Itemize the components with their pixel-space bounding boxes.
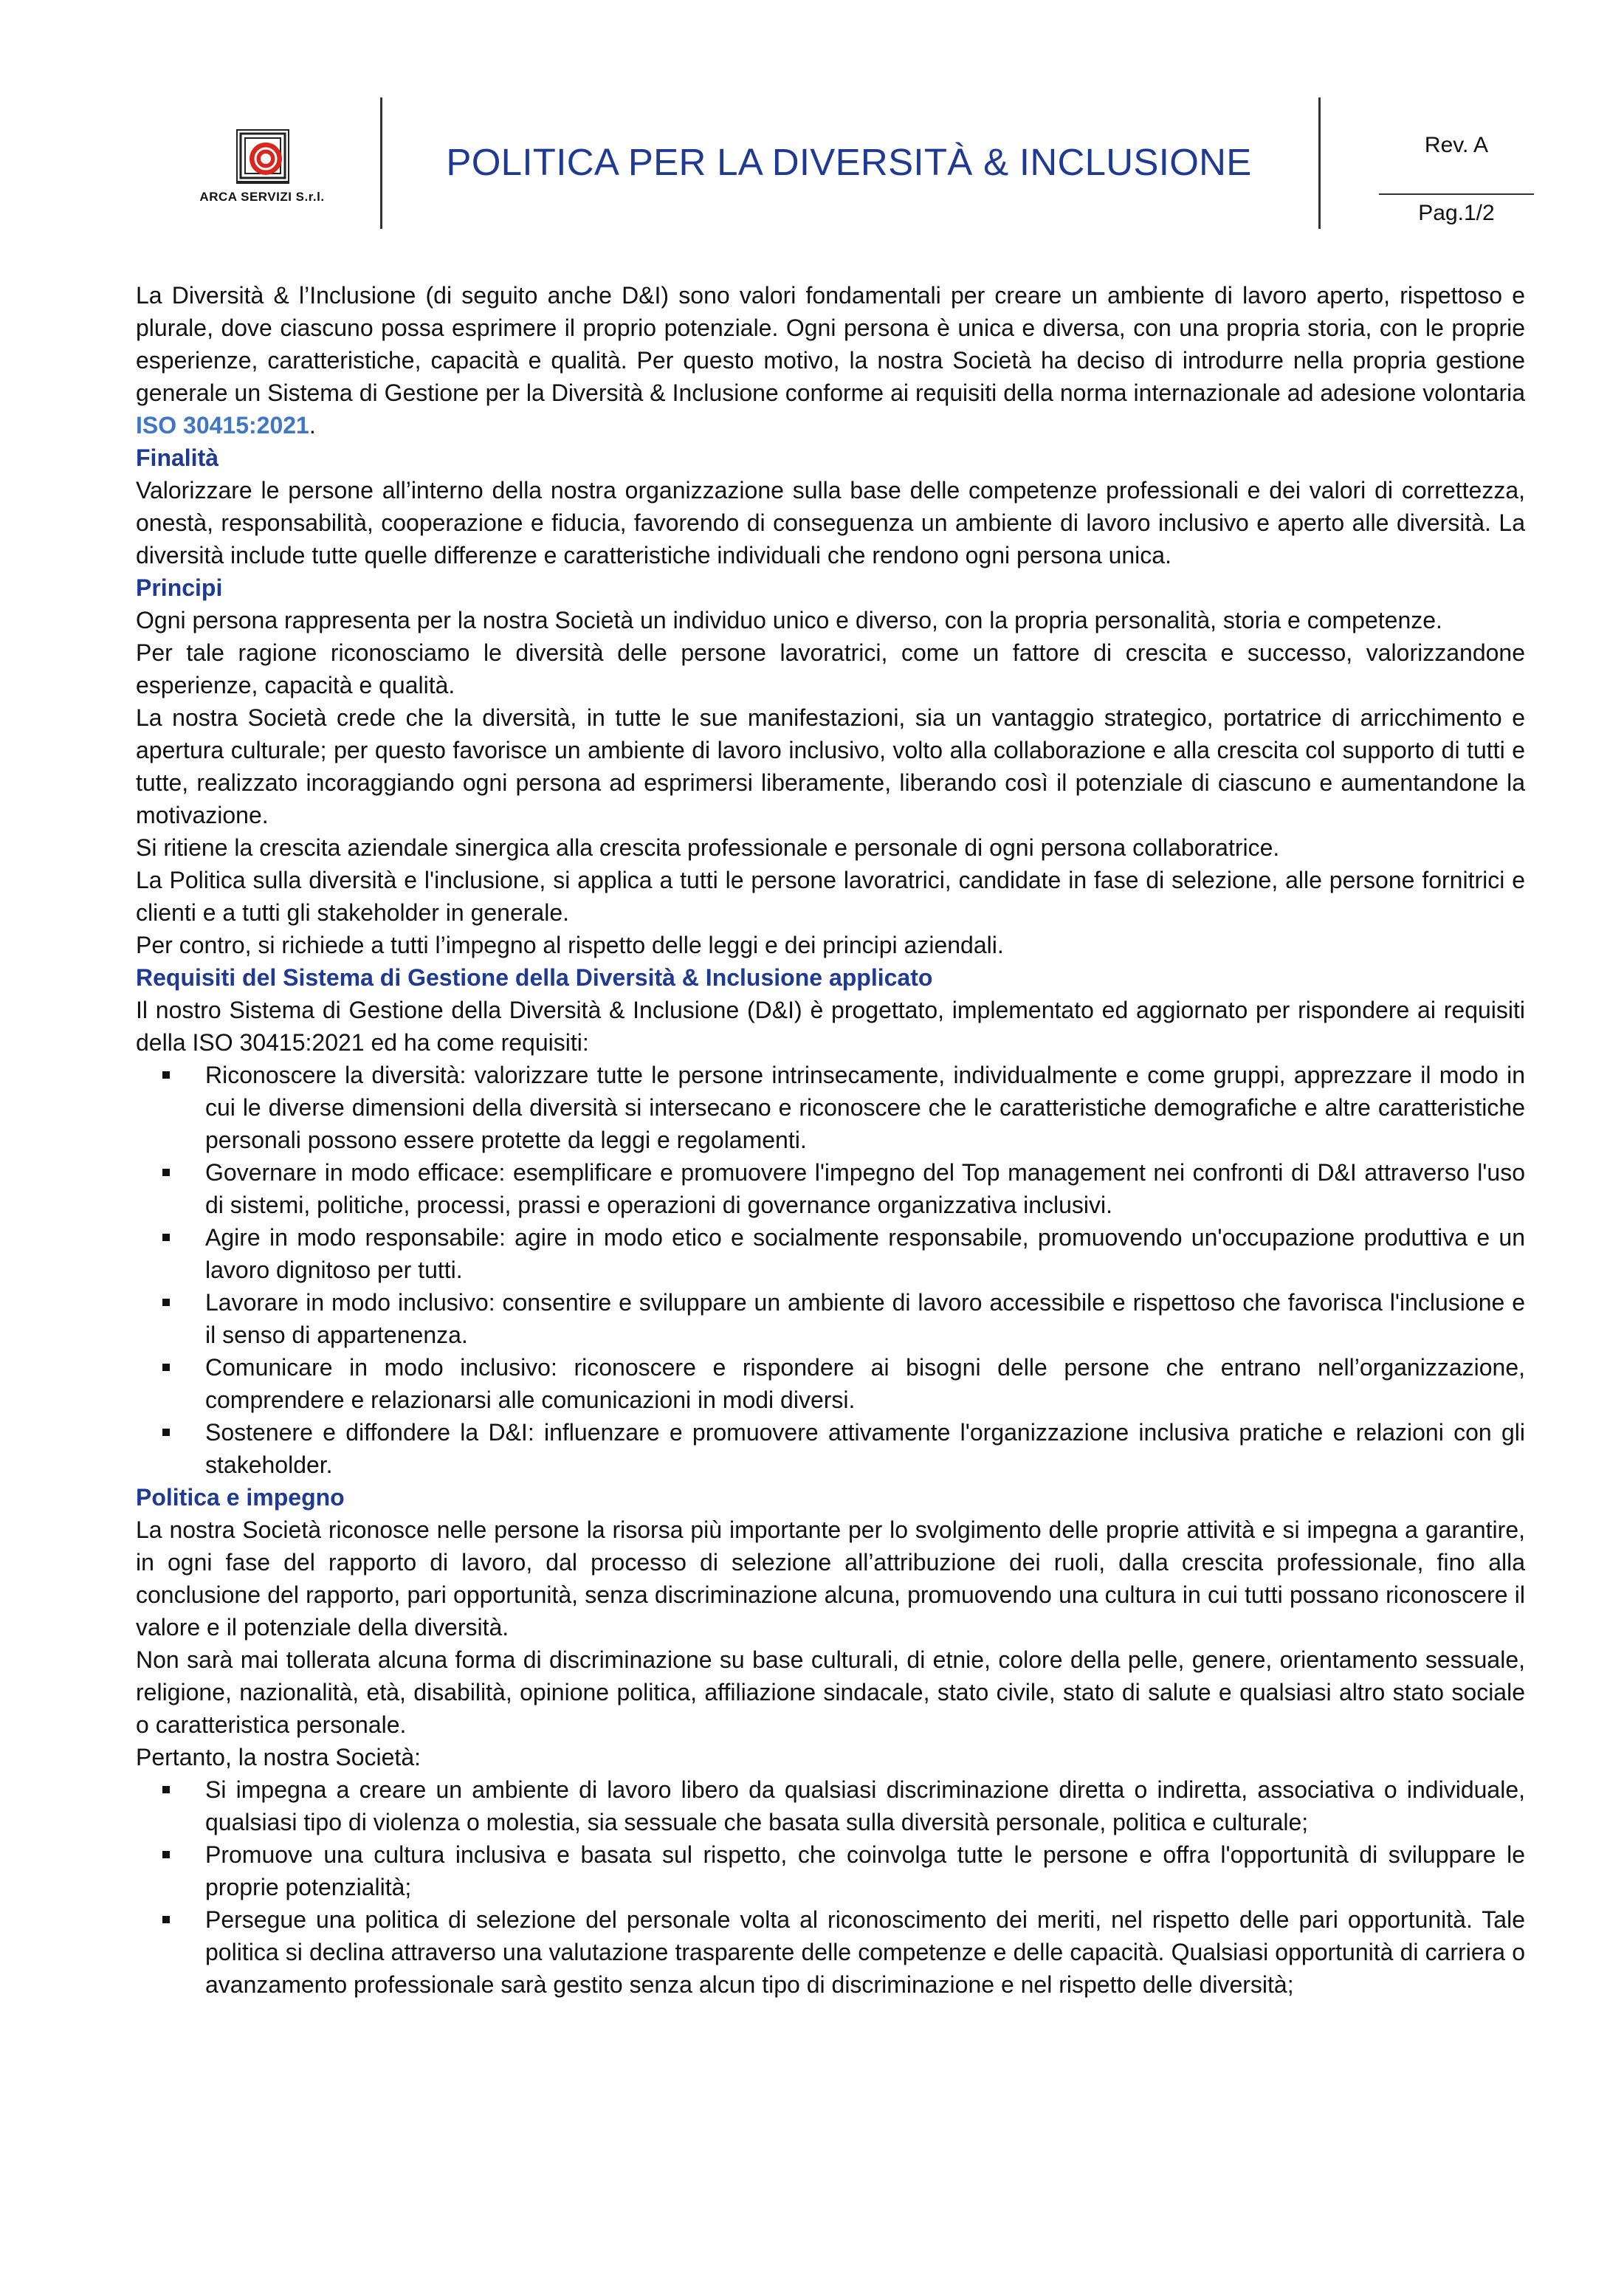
revision-divider bbox=[1379, 193, 1534, 195]
requisiti-list bbox=[136, 1059, 1525, 1481]
bullet-icon bbox=[162, 1169, 170, 1176]
list-item: Si impegna a creare un ambiente di lavoro libero da qualsiasi discriminazione diretta o indiretta, associativa o individuale, qualsiasi tipo di violenza o molestia, sia sessuale che basata sulla diversità personale, politica e culturale; bbox=[136, 1773, 1525, 1838]
list-item: Riconoscere la diversità: valorizzare tutte le persone intrinsecamente, individualmente e come gruppi, apprezzare il modo in cui le diverse dimensioni della diversità si intersecano e riconoscere che le caratteristiche demografiche e altre caratteristiche personali possono essere protette da leggi e regolamenti. bbox=[136, 1059, 1525, 1156]
principi-paragraph: Si ritiene la crescita aziendale sinergica alla crescita professionale e personale di ogni persona collaboratrice. bbox=[136, 834, 1280, 861]
intro-paragraph: La Diversità & l’Inclusione (di seguito anche D&I) sono valori fondamentali per creare un ambiente di lavoro aperto, rispettoso e plurale, dove ciascuno possa esprimere il proprio potenziale. Ogni persona è unica e diversa, con una propria storia, con le proprie esperienze, caratteristiche, capacità e qualità. Per questo motivo, la nostra Società ha deciso di introdurre nella propria gestione generale un Sistema di Gestione per la Diversità & Inclusione conforme ai requisiti della norma internazionale ad adesione volontaria ISO 30415:2021. bbox=[136, 282, 1525, 439]
list-item: Sostenere e diffondere la D&I: influenzare e promuovere attivamente l'organizzazione inclusiva pratiche e relazioni con gli stakeholder. bbox=[136, 1416, 1525, 1481]
list-item: Persegue una politica di selezione del personale volta al riconoscimento dei meriti, nel rispetto delle pari opportunità. Tale politica si declina attraverso una valutazione trasparente delle competenze e delle capacità. Qualsiasi opportunità di carriera o avanzamento professionale sarà gestito senza alcun tipo di discriminazione e nel rispetto delle diversità; bbox=[136, 1903, 1525, 2001]
principi-paragraph: Per contro, si richiede a tutti l’impegno al rispetto delle leggi e dei principi aziendali. bbox=[136, 932, 1004, 958]
politica-paragraph: La nostra Società riconosce nelle persone la risorsa più importante per lo svolgimento delle proprie attività e si impegna a garantire, in ogni fase del rapporto di lavoro, dal processo di selezione all’attribuzione dei ruoli, dalla crescita professionale, fino alla conclusione del rapporto, pari opportunità, senza discriminazione alcuna, promuovendo una cultura in cui tutti possano riconoscere il valore e il potenziale della diversità. bbox=[136, 1516, 1525, 1641]
bullet-icon bbox=[162, 1786, 170, 1793]
company-logo bbox=[185, 129, 340, 210]
politica-paragraph: Pertanto, la nostra Società: bbox=[136, 1744, 421, 1770]
section-heading-principi: Principi bbox=[136, 574, 223, 601]
bullet-icon bbox=[162, 1299, 170, 1306]
section-heading-politica: Politica e impegno bbox=[136, 1484, 345, 1511]
bullet-icon bbox=[162, 1429, 170, 1436]
document-body bbox=[136, 279, 1525, 2001]
header-divider-right bbox=[1318, 97, 1321, 229]
bullet-icon bbox=[162, 1364, 170, 1371]
list-item: Comunicare in modo inclusivo: riconoscere e rispondere ai bisogni delle persone che entrano nell’organizzazione, comprendere e relazionarsi alle comunicazioni in modi diversi. bbox=[136, 1351, 1525, 1416]
arca-logo-icon bbox=[236, 129, 289, 188]
politica-paragraph: Non sarà mai tollerata alcuna forma di discriminazione su base culturali, di etnie, colore della pelle, genere, orientamento sessuale, religione, nazionalità, età, disabilità, opinione politica, affiliazione sindacale, stato civile, stato di salute e qualsiasi altro stato sociale o caratteristica personale. bbox=[136, 1646, 1525, 1738]
bullet-icon bbox=[162, 1916, 170, 1923]
bullet-icon bbox=[162, 1071, 170, 1079]
section-heading-requisiti: Requisiti del Sistema di Gestione della Diversità & Inclusione applicato bbox=[136, 964, 933, 991]
principi-paragraph: La Politica sulla diversità e l'inclusione, si applica a tutti le persone lavoratrici, candidate in fase di selezione, alle persone fornitrici e clienti e a tutti gli stakeholder in generale. bbox=[136, 867, 1525, 926]
bullet-icon bbox=[162, 1851, 170, 1858]
principi-paragraph: Per tale ragione riconosciamo le diversità delle persone lavoratrici, come un fattore di crescita e successo, valorizzandone esperienze, capacità e qualità. bbox=[136, 639, 1525, 698]
principi-paragraph: La nostra Società crede che la diversità, in tutte le sue manifestazioni, sia un vantaggio strategico, portatrice di arricchimento e apertura culturale; per questo favorisce un ambiente di lavoro inclusivo, volto alla collaborazione e alla crescita col supporto di tutti e tutte, realizzato incoraggiando ogni persona ad esprimersi liberamente, liberando così il potenziale di ciascuno e aumentandone la motivazione. bbox=[136, 704, 1525, 828]
document-title: POLITICA PER LA DIVERSITÀ & INCLUSIONE bbox=[446, 141, 1252, 183]
list-item: Promuove una cultura inclusiva e basata sul rispetto, che coinvolga tutte le persone e offra l'opportunità di sviluppare le proprie potenzialità; bbox=[136, 1838, 1525, 1903]
bullet-icon bbox=[162, 1234, 170, 1241]
section-heading-finalita: Finalità bbox=[136, 444, 219, 471]
list-item: Agire in modo responsabile: agire in modo etico e socialmente responsabile, promuovendo un'occupazione produttiva e un lavoro dignitoso per tutti. bbox=[136, 1221, 1525, 1286]
document-header bbox=[0, 0, 1624, 244]
principi-paragraph: Ogni persona rappresenta per la nostra Società un individuo unico e diverso, con la propria personalità, storia e competenze. bbox=[136, 607, 1442, 633]
page-number: Pag.1/2 bbox=[1418, 201, 1495, 225]
finalita-paragraph: Valorizzare le persone all’interno della nostra organizzazione sulla base delle competenze professionali e dei valori di correttezza, onestà, responsabilità, cooperazione e fiducia, favorendo di conseguenza un ambiente di lavoro inclusivo e aperto alle diversità. La diversità include tutte quelle differenze e caratteristiche individuali che rendono ogni persona unica. bbox=[136, 477, 1525, 568]
requisiti-paragraph: Il nostro Sistema di Gestione della Diversità & Inclusione (D&I) è progettato, implementato ed aggiornato per rispondere ai requisiti della ISO 30415:2021 ed ha come requisiti: bbox=[136, 997, 1525, 1056]
header-divider-left bbox=[380, 97, 382, 229]
list-item: Lavorare in modo inclusivo: consentire e sviluppare un ambiente di lavoro accessibile e rispettoso che favorisca l'inclusione e il senso di appartenenza. bbox=[136, 1286, 1525, 1351]
logo-text: ARCA SERVIZI S.r.l. bbox=[199, 190, 325, 204]
iso-standard-ref: ISO 30415:2021 bbox=[136, 412, 309, 439]
list-item: Governare in modo efficace: esemplificare e promuovere l'impegno del Top management nei confronti di D&I attraverso l'uso di sistemi, politiche, processi, prassi e operazioni di governance organizzativa inclusivi. bbox=[136, 1156, 1525, 1221]
politica-list bbox=[136, 1773, 1525, 2001]
revision-label: Rev. A bbox=[1424, 133, 1489, 157]
